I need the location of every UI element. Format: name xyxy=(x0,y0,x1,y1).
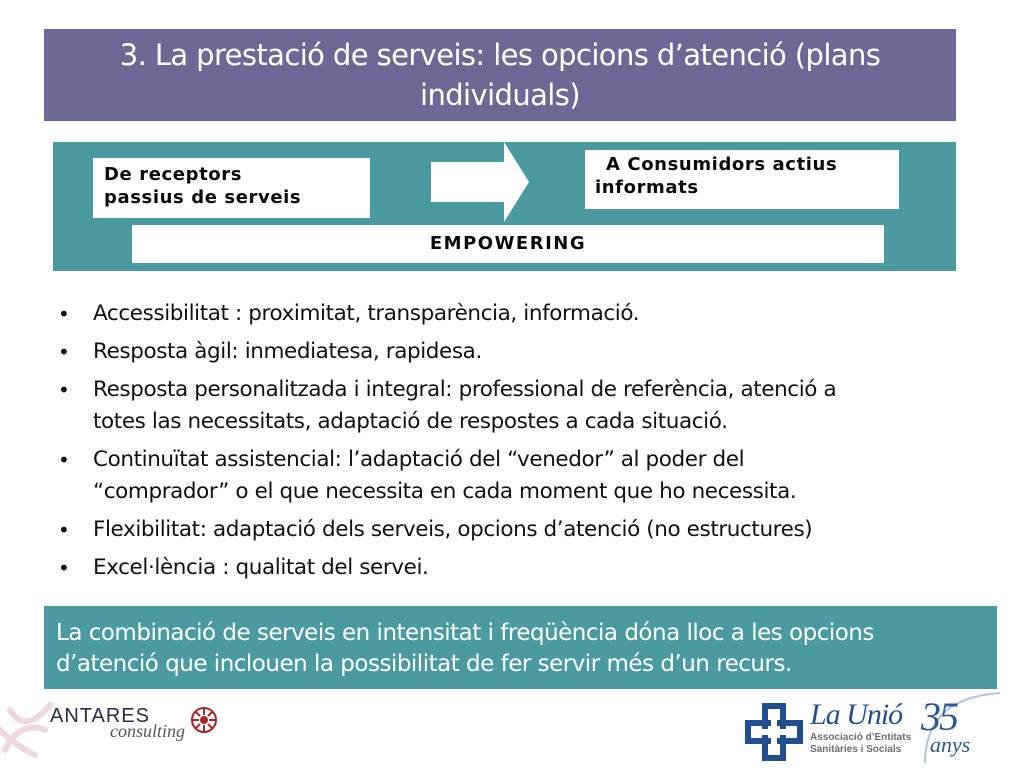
callout-line1: La combinació de serveis en intensitat i freqüència dóna lloc a les opcions xyxy=(56,620,874,646)
anniversary-number: 35 xyxy=(921,694,957,739)
bullet-text-line2: “comprador” o el que necessita en cada moment que ho necessita. xyxy=(93,479,797,504)
bullet-text-line2: totes las necessitats, adaptació de respostes a cada situació. xyxy=(93,409,728,434)
callout-box xyxy=(44,606,997,689)
unio-logo-name: La Unió xyxy=(810,698,903,731)
bullet-text-line1: Flexibilitat: adaptació dels serveis, opcions d’atenció (no estructures) xyxy=(93,517,813,542)
antares-logo-name: ANTARES xyxy=(50,705,150,727)
bullet-list xyxy=(58,298,968,590)
bullet-text-line1: Accessibilitat : proximitat, transparència, informació. xyxy=(93,301,640,326)
to-label-line2: informats xyxy=(595,177,699,198)
right-arrow-icon xyxy=(431,142,529,222)
la-unio-logo xyxy=(740,688,1024,768)
bullet-icon: • xyxy=(58,340,70,364)
to-label-box xyxy=(585,150,899,209)
from-label-line2: passius de serveis xyxy=(104,187,302,208)
list-item xyxy=(58,336,968,368)
bullet-icon: • xyxy=(58,302,70,326)
unio-sub-line2: Sanitàries i Socials xyxy=(810,744,902,755)
bullet-text-line1: Resposta personalitzada i integral: professional de referència, atenció a xyxy=(93,377,837,402)
bullet-icon: • xyxy=(58,556,70,580)
slide-title-line1: 3. La prestació de serveis: les opcions d’atenció (plans xyxy=(119,38,881,72)
from-label-line1: De receptors xyxy=(104,164,243,185)
to-label-line1: A Consumidors actius xyxy=(606,154,838,175)
empowering-diagram xyxy=(53,142,956,271)
antares-logo-sub: consulting xyxy=(110,721,185,741)
unio-cross-icon xyxy=(745,703,803,761)
list-item xyxy=(58,298,968,330)
from-label-box xyxy=(93,158,370,218)
callout-line2: d’atenció que inclouen la possibilitat de fer servir més d’un recurs. xyxy=(56,651,792,677)
bullet-icon: • xyxy=(58,518,70,542)
unio-logo-subtitle xyxy=(810,732,911,756)
bullet-icon: • xyxy=(58,448,70,472)
antares-emblem-icon xyxy=(190,706,218,734)
anniversary-word: anys xyxy=(930,732,971,757)
bullet-text-line1: Excel·lència : qualitat del servei. xyxy=(93,555,429,580)
list-item xyxy=(58,374,968,438)
empowering-label: EMPOWERING xyxy=(132,225,884,263)
list-item xyxy=(58,444,968,508)
bullet-icon: • xyxy=(58,378,70,402)
slide-title-line2: individuals) xyxy=(420,78,580,112)
bullet-text-line1: Resposta àgil: inmediatesa, rapidesa. xyxy=(93,339,482,364)
slide-title xyxy=(44,29,956,121)
antares-logo xyxy=(0,690,260,768)
list-item xyxy=(58,552,968,584)
list-item xyxy=(58,514,968,546)
bullet-text-line1: Continuïtat assistencial: l’adaptació del “venedor” al poder del xyxy=(93,447,745,472)
unio-sub-line1: Associació d’Entitats xyxy=(810,732,912,743)
